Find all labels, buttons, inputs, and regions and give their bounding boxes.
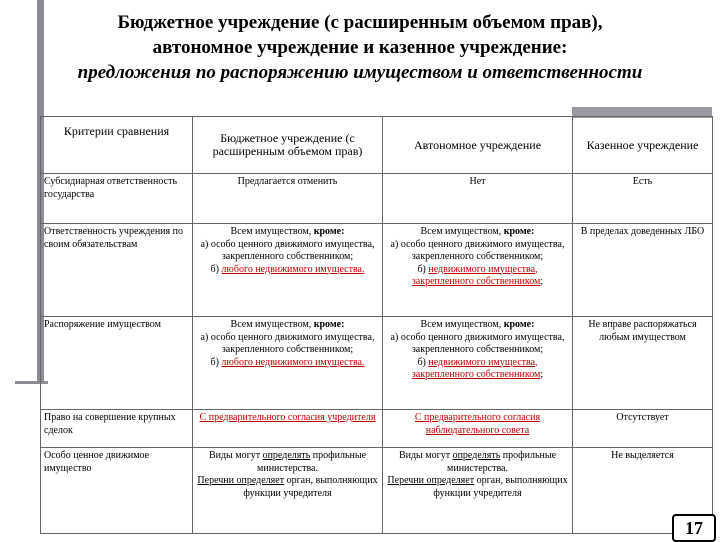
- types-suffix: профильные министерства.: [257, 450, 367, 474]
- types-prefix: Виды могут: [208, 450, 261, 461]
- exception-b-prefix: б): [417, 356, 426, 368]
- slide-title: [0, 10, 720, 86]
- except-text: кроме:: [313, 319, 345, 330]
- lead-text: Всем имуществом,: [420, 319, 502, 330]
- title-line-2: автономное учреждение и казенное учреждение:: [152, 37, 568, 58]
- header-row: [41, 117, 713, 174]
- exception-a: а) особо ценного движимого имущества, закрепленного собственником;: [390, 238, 565, 262]
- page-number: 17: [672, 514, 716, 542]
- consent-link[interactable]: С предварительного согласия учредителя: [199, 412, 376, 423]
- table-row: [41, 317, 713, 410]
- types-prefix: Виды могут: [398, 450, 451, 461]
- lead-text: Всем имуществом,: [230, 319, 312, 330]
- budget-cell: [193, 317, 383, 410]
- exception-b-suffix: ;: [540, 369, 544, 380]
- lists-underlined: Перечни определяет: [387, 475, 475, 486]
- budget-cell: [193, 410, 383, 448]
- autonomous-cell: [383, 317, 573, 410]
- title-line-3: предложения по распоряжению имуществом и ответственности: [77, 62, 643, 83]
- autonomous-cell: [383, 224, 573, 317]
- comparison-table: [40, 116, 713, 534]
- criterion-cell: Право на совершение крупных сделок: [41, 410, 193, 448]
- criterion-cell: Распоряжение имуществом: [41, 317, 193, 410]
- title-line-1: Бюджетное учреждение (с расширенным объемом прав),: [117, 12, 603, 33]
- exception-b-link[interactable]: недвижимого имущества, закрепленного собственником: [411, 356, 541, 380]
- exception-b-prefix: б): [210, 263, 219, 275]
- table-row: [41, 448, 713, 534]
- exception-b-link[interactable]: недвижимого имущества, закрепленного собственником: [411, 263, 541, 287]
- state-cell: Не выделяется: [573, 448, 713, 534]
- header-budget: Бюджетное учреждение (с расширенным объемом прав): [193, 117, 383, 174]
- exception-b-prefix: б): [417, 263, 426, 275]
- autonomous-cell: Нет: [383, 174, 573, 224]
- budget-cell: [193, 448, 383, 534]
- lists-underlined: Перечни определяет: [197, 475, 285, 486]
- exception-b-suffix: ;: [540, 276, 544, 287]
- exception-a: а) особо ценного движимого имущества, закрепленного собственником;: [200, 331, 375, 355]
- types-underlined: определять: [262, 450, 311, 461]
- exception-b-link[interactable]: любого недвижимого имущества.: [221, 263, 365, 275]
- exception-a: а) особо ценного движимого имущества, закрепленного собственником;: [390, 331, 565, 355]
- criterion-cell: Ответственность учреждения по своим обязательствам: [41, 224, 193, 317]
- table-row: [41, 410, 713, 448]
- state-cell: Есть: [573, 174, 713, 224]
- autonomous-cell: [383, 410, 573, 448]
- except-text: кроме:: [503, 319, 535, 330]
- header-autonomous: Автономное учреждение: [383, 117, 573, 174]
- types-suffix: профильные министерства.: [447, 450, 557, 474]
- state-cell: Не вправе распоряжаться любым имуществом: [573, 317, 713, 410]
- lists-suffix: орган, выполняющих функции учредителя: [243, 475, 378, 499]
- header-criterion: Критерии сравнения: [41, 117, 193, 174]
- except-text: кроме:: [503, 226, 535, 237]
- budget-cell: [193, 224, 383, 317]
- budget-cell: Предлагается отменить: [193, 174, 383, 224]
- lead-text: Всем имуществом,: [230, 226, 312, 237]
- consent-link[interactable]: С предварительного согласия наблюдательного совета: [414, 412, 541, 436]
- table-row: [41, 174, 713, 224]
- criterion-cell: Особо ценное движимое имущество: [41, 448, 193, 534]
- header-state: Казенное учреждение: [573, 117, 713, 174]
- lead-text: Всем имуществом,: [420, 226, 502, 237]
- state-cell: В пределах доведенных ЛБО: [573, 224, 713, 317]
- lists-suffix: орган, выполняющих функции учредителя: [433, 475, 568, 499]
- exception-b-link[interactable]: любого недвижимого имущества.: [221, 356, 365, 368]
- types-underlined: определять: [452, 450, 501, 461]
- exception-b-prefix: б): [210, 356, 219, 368]
- criterion-cell: Субсидиарная ответственность государства: [41, 174, 193, 224]
- state-cell: Отсутствует: [573, 410, 713, 448]
- except-text: кроме:: [313, 226, 345, 237]
- table-row: [41, 224, 713, 317]
- autonomous-cell: [383, 448, 573, 534]
- exception-a: а) особо ценного движимого имущества, закрепленного собственником;: [200, 238, 375, 262]
